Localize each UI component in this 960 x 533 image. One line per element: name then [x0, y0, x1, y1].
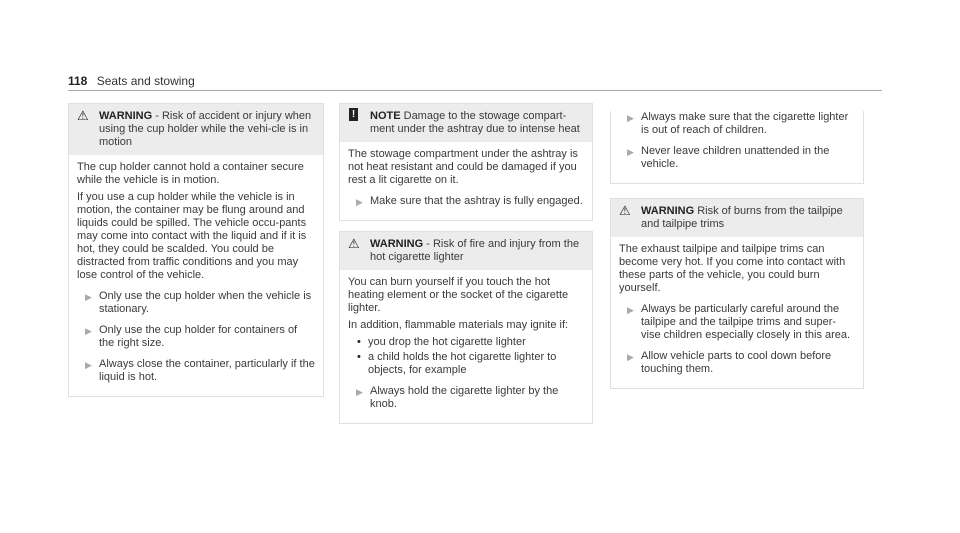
note-label: NOTE [370, 110, 401, 122]
warning-body [340, 270, 592, 423]
column-3 [610, 103, 864, 389]
step-text: Always close the container, particularly if the liquid is hot. [99, 358, 315, 383]
step-text: Make sure that the ashtray is fully engaged. [370, 195, 583, 207]
step-item [77, 324, 315, 350]
arrow-right-icon: ▶ [627, 352, 634, 362]
cup-holder-warning-box [68, 103, 324, 397]
paragraph: If you use a cup holder while the vehicle is in motion, the container may be flung around and liquids could be spilled. The vehicle occu-pants may come into contact with the liquid and if it is hot, they could be scalded. You could be distracted from traffic conditions and you may lose control of the vehicle. [77, 191, 307, 281]
note-body [340, 142, 592, 220]
step-item [619, 303, 855, 342]
tailpipe-warning-box [610, 198, 864, 389]
lighter-warning-continued [610, 111, 864, 184]
arrow-right-icon: ▶ [627, 147, 634, 157]
step-item [619, 350, 855, 376]
arrow-right-icon: ▶ [85, 326, 92, 336]
warning-title: Risk of burns from the tailpipe and tailpipe trims [641, 205, 843, 230]
step-item [348, 195, 584, 208]
warning-triangle-icon: ⚠ [619, 203, 631, 218]
arrow-right-icon: ▶ [85, 360, 92, 370]
warning-label: WARNING [99, 110, 153, 122]
arrow-right-icon: ▶ [85, 292, 92, 302]
warning-title: - Risk of accident or injury when using the cup holder while the vehi-cle is in motion [99, 110, 312, 148]
warning-header [69, 104, 323, 155]
step-item [619, 111, 855, 137]
step-item [77, 358, 315, 384]
continued-body [611, 111, 863, 183]
column-2 [339, 103, 593, 424]
step-item [348, 385, 584, 411]
warning-header [611, 199, 863, 237]
step-text: Always be particularly careful around the tailpipe and the tailpipe trims and super-vise children especially closely in this area. [641, 303, 851, 341]
bullet-text: you drop the hot cigarette lighter [368, 336, 526, 348]
warning-triangle-icon: ⚠ [348, 236, 360, 251]
warning-header [340, 232, 592, 270]
bullet-item [348, 351, 584, 377]
header-rule [68, 90, 882, 91]
warning-body [611, 237, 863, 388]
paragraph: In addition, flammable materials may ignite if: [348, 319, 569, 331]
bullet-icon: • [357, 351, 361, 363]
page-number: 118 [68, 74, 88, 88]
bullet-icon: • [357, 336, 361, 348]
warning-body [69, 155, 323, 396]
step-text: Always hold the cigarette lighter by the knob. [370, 385, 559, 410]
step-item [77, 290, 315, 316]
lighter-warning-box [339, 231, 593, 424]
warning-label: WARNING [641, 205, 695, 217]
arrow-right-icon: ▶ [356, 197, 363, 207]
paragraph: The exhaust tailpipe and tailpipe trims can become very hot. If you come into contact with these parts of the vehicle, you could burn yourself. [619, 243, 846, 294]
step-text: Allow vehicle parts to cool down before touching them. [641, 350, 832, 375]
warning-label: WARNING [370, 238, 424, 250]
step-text: Only use the cup holder when the vehicle is stationary. [99, 290, 312, 315]
page-header [68, 74, 195, 88]
step-text: Never leave children unattended in the vehicle. [641, 145, 830, 170]
note-header [340, 104, 592, 142]
bullet-text: a child holds the hot cigarette lighter to objects, for example [368, 351, 557, 376]
arrow-right-icon: ▶ [356, 387, 363, 397]
arrow-right-icon: ▶ [627, 113, 634, 123]
bullet-item [348, 336, 584, 349]
paragraph: You can burn yourself if you touch the hot heating element or the socket of the cigarette lighter. [348, 276, 569, 314]
note-title: Damage to the stowage compart-ment under the ashtray due to intense heat [370, 110, 580, 135]
paragraph: The cup holder cannot hold a container secure while the vehicle is in motion. [77, 161, 304, 186]
warning-triangle-icon: ⚠ [77, 108, 89, 123]
arrow-right-icon: ▶ [627, 305, 634, 315]
warning-title: - Risk of fire and injury from the hot cigarette lighter [370, 238, 580, 263]
note-exclamation-icon: ! [349, 108, 358, 121]
step-text: Always make sure that the cigarette lighter is out of reach of children. [641, 111, 849, 136]
step-text: Only use the cup holder for containers of the right size. [99, 324, 298, 349]
step-item [619, 145, 855, 171]
stowage-note-box [339, 103, 593, 221]
section-title: Seats and stowing [96, 74, 195, 88]
paragraph: The stowage compartment under the ashtray is not heat resistant and could be damaged if you rest a lit cigarette on it. [348, 148, 578, 186]
